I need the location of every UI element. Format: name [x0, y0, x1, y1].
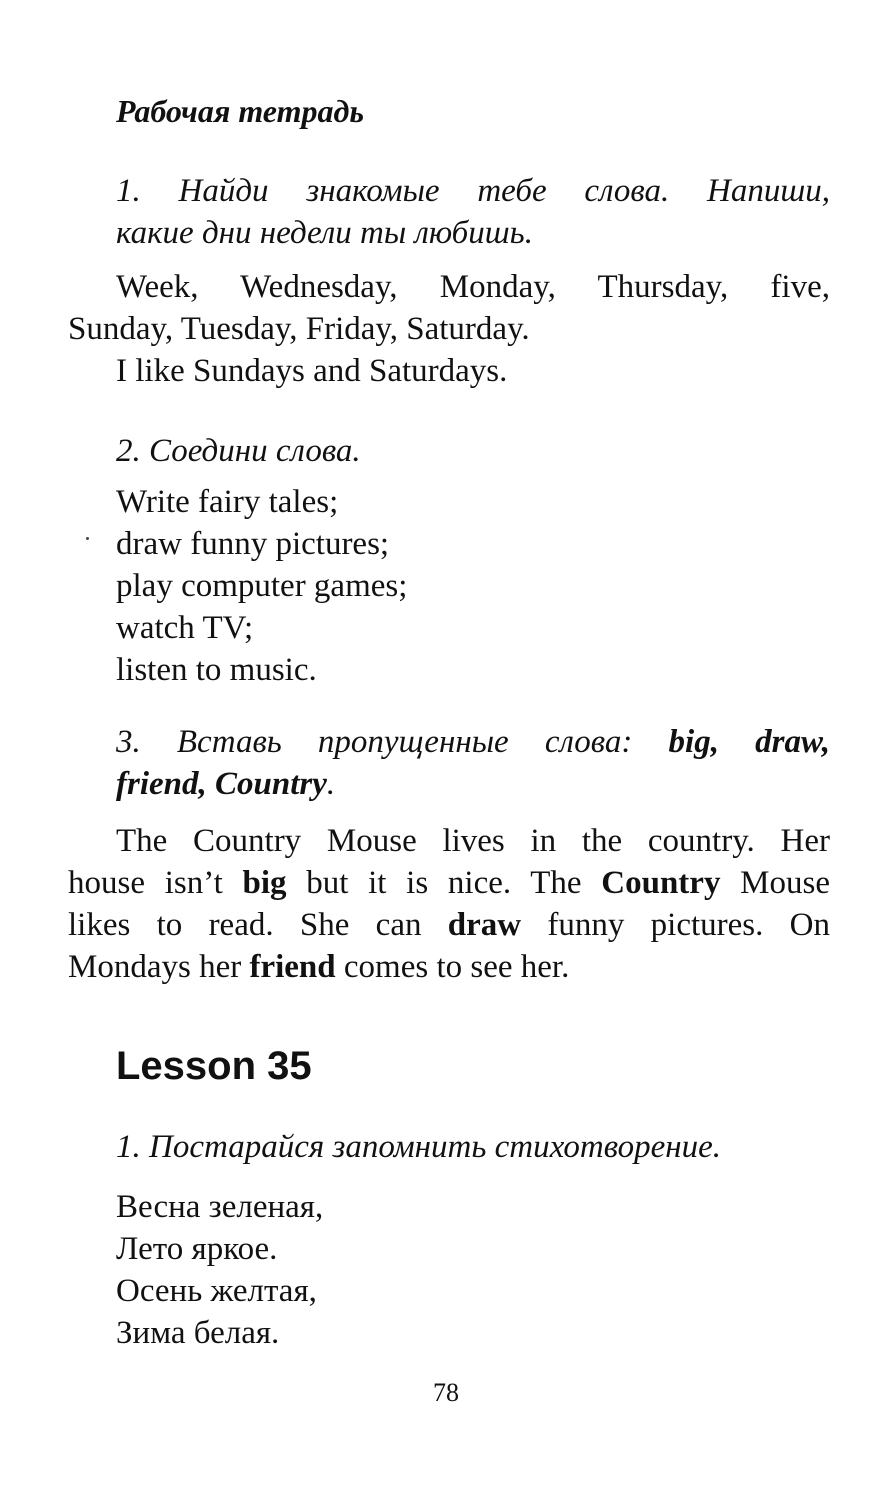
page-number: 78 [433, 1378, 459, 1407]
task3-word-country: Country [215, 766, 327, 802]
bold-word-draw: draw [447, 907, 522, 943]
poem-line4: Зима белая. [116, 1315, 280, 1351]
lesson-title: Lesson 35 [116, 1044, 312, 1088]
task3-instruction-prefix: 3. Вставь пропущенные слова: [116, 724, 669, 760]
text-run: but it is nice. The [286, 865, 602, 901]
task3-instruction-end: . [326, 766, 336, 802]
task1-instruction-line1: 1. Найди знакомые тебе слова. Напиши, [116, 173, 830, 209]
task3-word-draw: draw, [755, 724, 830, 760]
task1-answer-line3: I like Sundays and Saturdays. [116, 353, 508, 389]
text-run: comes to see her. [335, 949, 570, 985]
task3-word-friend: friend, [116, 766, 207, 802]
task3-instruction-line1 [116, 721, 830, 763]
text-run: funny pictures. On [521, 907, 830, 943]
task1-instruction-line2: какие дни недели ты любишь. [116, 215, 533, 251]
task2-answer-line5: listen to music. [116, 652, 317, 688]
poem-line1: Весна зеленая, [116, 1189, 324, 1225]
task2-answer-line2: draw funny pictures; [116, 526, 390, 562]
text-run: Mouse [720, 865, 830, 901]
task3-answer-line1: The Country Mouse lives in the country. Her [116, 823, 830, 859]
task3-answer-line2 [68, 862, 830, 904]
task2-answer-line1: Write fairy tales; [116, 484, 339, 520]
poem-line2: Лето яркое. [116, 1231, 278, 1267]
task1-answer-line1: Week, Wednesday, Monday, Thursday, five, [116, 269, 830, 305]
text-run: likes to read. She can [68, 907, 448, 943]
task2-answer-line4: watch TV; [116, 610, 254, 646]
lesson-task1-instruction: 1. Постарайся запомнить стихотворение. [116, 1129, 722, 1165]
task3-answer-line4 [68, 946, 569, 988]
task2-instruction: 2. Соедини слова. [116, 433, 361, 469]
text-run: house isn’t [68, 865, 243, 901]
bold-word-friend: friend [249, 949, 336, 985]
text-run: Mondays her [68, 949, 250, 985]
task3-answer-line3 [68, 904, 830, 946]
bold-word-country: Country [601, 865, 721, 901]
task1-answer-line2: Sunday, Tuesday, Friday, Saturday. [68, 311, 530, 347]
poem-line3: Осень желтая, [116, 1273, 317, 1309]
bold-word-big: big [242, 865, 287, 901]
task2-answer-line3: play computer games; [116, 568, 408, 604]
print-speck [86, 537, 89, 540]
task3-instruction-line2 [116, 763, 335, 805]
workbook-heading: Рабочая тетрадь [116, 93, 364, 129]
task3-word-big: big, [668, 724, 719, 760]
